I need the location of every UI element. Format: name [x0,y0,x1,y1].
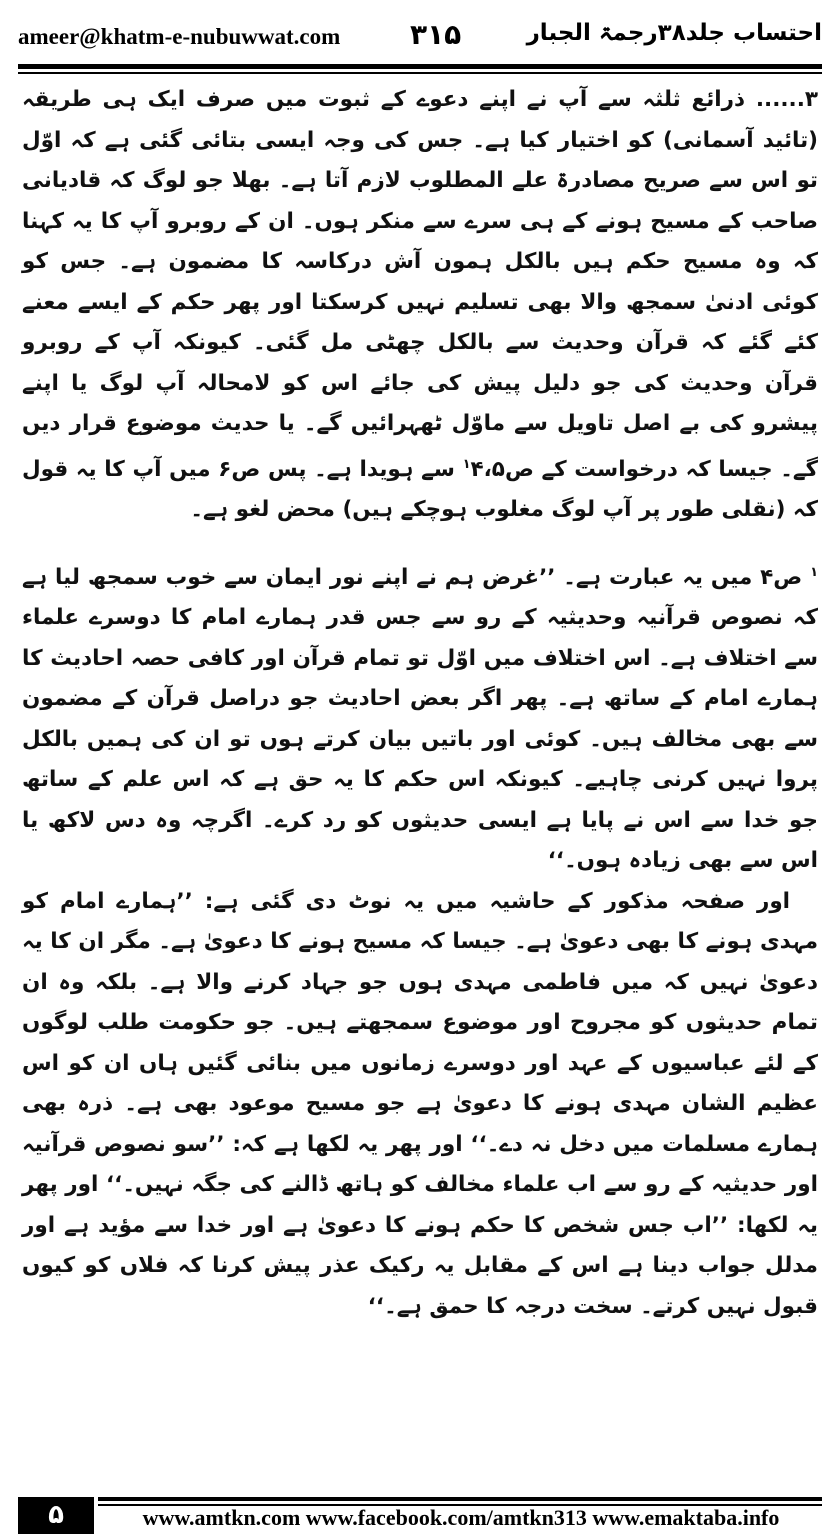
header-rule-thin [18,72,822,74]
paragraph-2-text: ص۴ میں یہ عبارت ہے۔ ’’غرض ہم نے اپنے نور ایمان سے خوب سمجھ لیا ہے کہ نصوص قرآنیہ وحدیثیہ کے رو سے جس قدر ہمارے امام کا دوسرے علماء سے اختلاف ہے۔ اس اختلاف میں اوّل تو تمام قرآن اور کافی حصہ احادیث کا ہمارے امام کے ساتھ ہے۔ پھر اگر بعض احادیث جو دراصل قرآن کے مضمون سے بھی مخالف ہیں۔ کوئی اور باتیں بیان کرتے ہوں تو ان کی ہمیں بالکل پروا نہیں کرنی چاہیے۔ کیونکہ اس حکم کا یہ حق ہے کہ اس علم کے ساتھ جو خدا سے اس نے پایا ہے ایسی حدیثوں کو رد کرے۔ اگرچہ وہ دس لاکھ یا اس سے بھی زیادہ ہوں۔‘‘ [22,564,818,874]
paragraph-2 [22,553,818,882]
header-email: ameer@khatm-e-nubuwwat.com [18,24,341,49]
page-header [18,16,822,62]
paragraph-1-text: ذرائع ثلثہ سے آپ نے اپنے دعوے کے ثبوت میں صرف ایک ہی طریقہ (تائید آسمانی) کو اختیار کیا ہے۔ جس کی وجہ ایسی بتائی گئی ہے کہ اوّل تو اس سے صریح مصادرۃ علے المطلوب لازم آتا ہے۔ بھلا جو لوگ کہ قادیانی صاحب کے مسیح ہونے کے ہی سرے سے منکر ہوں۔ ان کے روبرو آپ کا یہ کہنا کہ وہ مسیح حکم ہیں بالکل ہمون آش درکاسہ کا مضمون ہے۔ جس کو کوئی ادنیٰ سمجھ والا بھی تسلیم نہیں کرسکتا اور پھر حکم کے ایسے معنے کئے گئے کہ قرآن وحدیث سے بالکل چھٹی مل گئی۔ کیونکہ آپ کے روبرو قرآن وحدیث کی جو دلیل پیش کی جائے اس کو لامحالہ آپ لوگ یا اپنے پیشرو کی بے اصل تاویل سے ماوّل ٹھہرائیں گے۔ یا حدیث موضوع قرار دیں گے۔ جیسا کہ درخواست کے ص [22,87,818,482]
paragraph-1-number: ۳...... [755,87,818,112]
paragraph-3: اور صفحہ مذکور کے حاشیہ میں یہ نوٹ دی گئی ہے: ’’ہمارے امام کو مہدی ہونے کا بھی دعویٰ ہے۔ جیسا کہ مسیح ہونے کا دعویٰ ہے۔ مگر ان کا یہ دعویٰ نہیں کہ میں فاطمی مہدی ہوں جو جہاد کرنے والا ہے۔ بلکہ وہ ان تمام حدیثوں کو مجروح اور موضوع سمجھتے ہیں۔ جو حکومت طلب لوگوں کے لئے عباسیوں کے عہد اور دوسرے زمانوں میں بنائی گئیں ہاں ان کو اس عظیم الشان مہدی ہونے کا دعویٰ ہے جو مسیح موعود بھی ہے۔ ذرہ بھی ہمارے مسلمات میں دخل نہ دے۔‘‘ اور پھر یہ لکھا ہے کہ: ’’سو نصوص قرآنیہ اور حدیثیہ کے رو سے اب علماء مخالف کو ہاتھ ڈالنے کی جگہ نہیں۔‘‘ اور پھر یہ لکھا: ’’اب جس شخص کا حکم ہونے کا دعویٰ ہے اور خدا سے مؤید ہے اور مدلل جواب دینا ہے اس کے مقابل یہ رکیک عذر پیش کرنا کہ فلاں کو کیوں قبول نہیں کرتے۔ سخت درجہ کا حمق ہے۔‘‘ [22,888,818,1319]
footer-sheet-number: ۵ [18,1497,94,1534]
footer-urls: www.amtkn.com www.facebook.com/amtkn313 www.emaktaba.info [142,1505,780,1530]
footer-rule-thick [98,1497,822,1501]
paragraph-1 [22,80,818,531]
header-page-number: ۳۱۵ [410,18,462,51]
paragraph-1-footnote-mark: ۱ [462,456,471,472]
header-book-title: احتساب جلد۳۸رجمۃ الجبار [526,20,822,46]
paragraph-2-footnote-mark: ۱ [810,564,818,580]
paragraph-1-text-after: ۴،۵ سے ہویدا ہے۔ پس ص۶ میں آپ کا یہ قول کہ (نقلی طور پر آپ لوگ مغلوب ہوچکے ہیں) محض لغو ہے۔ [22,456,818,523]
header-rule-thick [18,64,822,69]
page-body [22,80,818,1327]
